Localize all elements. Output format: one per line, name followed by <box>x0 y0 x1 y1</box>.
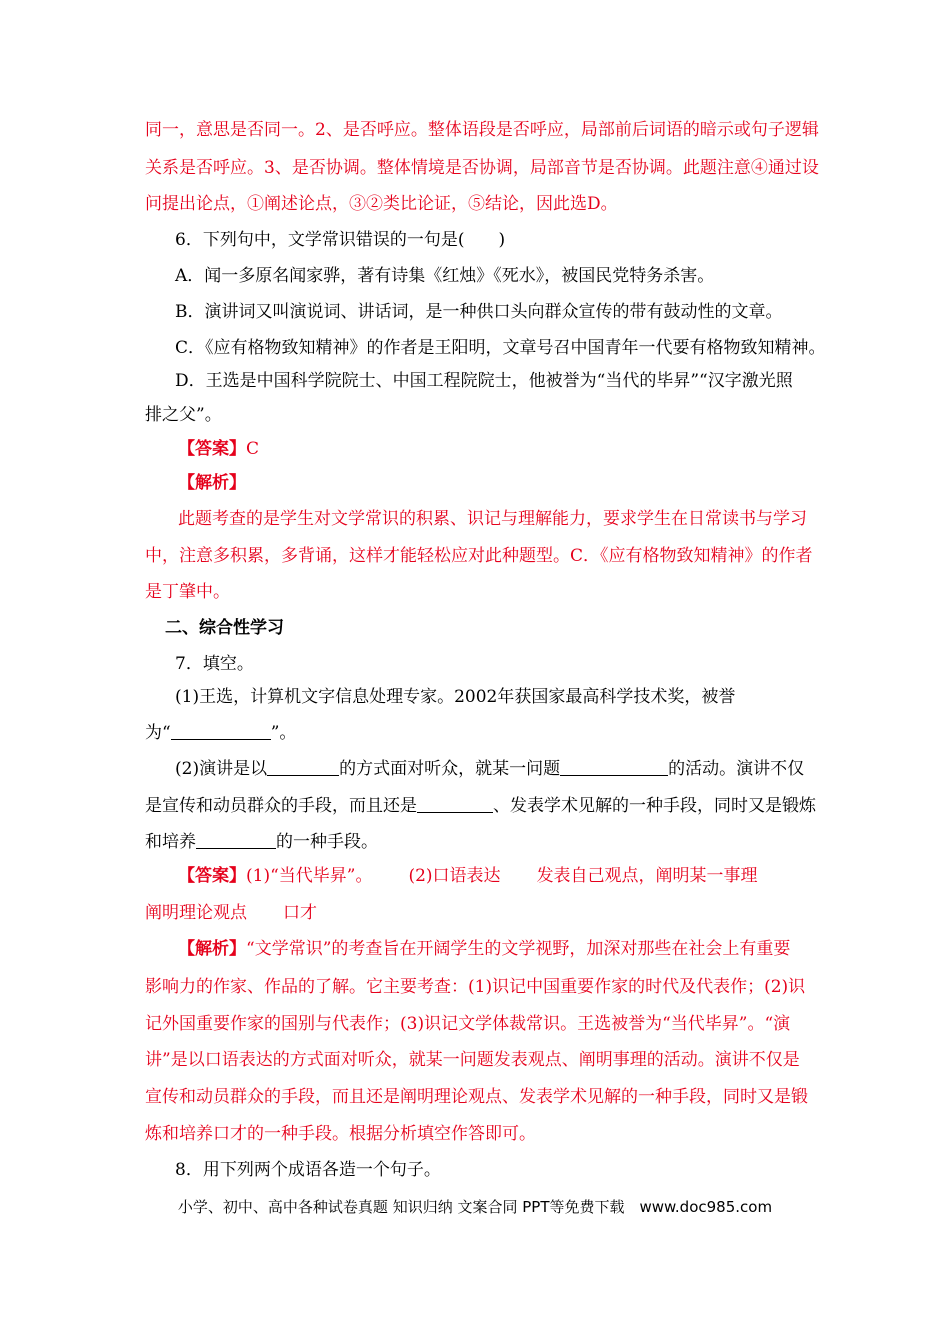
q7-part-2-line-2 <box>145 795 816 817</box>
q7-part-2-text-a: (2)演讲是以 <box>175 759 268 779</box>
q7-analysis-line-4: 讲”是以口语表达的方式面对听众，就某一问题发表观点、阐明事理的活动。演讲不仅是 <box>145 1050 800 1070</box>
q7-analysis-line-5: 宣传和动员群众的手段，而且还是阐明理论观点、发表学术见解的一种手段，同时又是锻 <box>145 1087 808 1107</box>
section-2-title: 二、综合性学习 <box>165 618 284 638</box>
q7-part-2-line-3 <box>145 831 378 853</box>
q7-part-2-text-c: 的活动。演讲不仅 <box>668 759 805 779</box>
intro-line-1: 同一，意思是否同一。2、是否呼应。整体语段是否呼应，局部前后词语的暗示或句子逻辑 <box>145 120 819 140</box>
q6-option-a: A．闻一多原名闻家骅，著有诗集《红烛》《死水》，被国民党特务杀害。 <box>175 266 715 286</box>
q7-answer-2a: (2)口语表达 <box>408 866 501 886</box>
q7-analysis-line-6: 炼和培养口才的一种手段。根据分析填空作答即可。 <box>145 1124 536 1144</box>
q7-part-1-prefix: 为“ <box>145 723 171 743</box>
q6-analysis-line-2: 中，注意多积累，多背诵，这样才能轻松应对此种题型。C．《应有格物致知精神》的作者 <box>145 546 813 566</box>
q7-analysis-line-3: 记外国重要作家的国别与代表作；(3)识记文学体裁常识。王选被誉为“当代毕昇”。“演 <box>145 1014 791 1034</box>
q6-stem: 6．下列句中，文学常识错误的一句是( ) <box>175 230 506 250</box>
q6-analysis-line-1: 此题考查的是学生对文学常识的积累、识记与理解能力，要求学生在日常读书与学习 <box>178 509 807 529</box>
q7-stem: 7．填空。 <box>175 654 254 674</box>
q6-analysis-line-3: 是丁肇中。 <box>145 582 230 602</box>
q7-answer-line-1 <box>178 865 758 887</box>
q6-answer-value: C <box>246 439 260 459</box>
q7-analysis-line-2: 影响力的作家、作品的了解。它主要考查：(1)识记中国重要作家的时代及代表作；(2)识 <box>145 977 806 997</box>
q8-stem: 8．用下列两个成语各造一个句子。 <box>175 1160 441 1180</box>
q7-part-2-text-g: 的一种手段。 <box>276 832 378 852</box>
intro-line-2: 关系是否呼应。3、是否协调。整体情境是否协调，局部音节是否协调。此题注意④通过设 <box>145 158 819 178</box>
q6-option-d-line-2: 排之父”。 <box>145 405 222 425</box>
q6-option-c: C．《应有格物致知精神》的作者是王阳明，文章号召中国青年一代要有格物致知精神。 <box>175 338 826 358</box>
q6-analysis-label: 【解析】 <box>178 473 246 493</box>
q7-answer-1: (1)“当代毕昇”。 <box>246 866 373 886</box>
q7-part-1-line-1: (1)王选，计算机文字信息处理专家。2002年获国家最高科学技术奖，被誉 <box>175 687 736 707</box>
q6-option-d-line-1: D．王选是中国科学院院士、中国工程院院士，他被誉为“当代的毕昇”“汉字激光照 <box>175 371 793 391</box>
q7-analysis-text-1: “文学常识”的考查旨在开阔学生的文学视野，加深对那些在社会上有重要 <box>246 939 791 959</box>
q7-part-2-text-f: 和培养 <box>145 832 196 852</box>
q7-answer-2c: 阐明理论观点 <box>145 903 247 923</box>
q7-blank-2[interactable] <box>267 758 339 776</box>
q7-part-1-line-2 <box>145 722 296 744</box>
q7-answer-line-2 <box>145 902 317 924</box>
q7-answer-2b: 发表自己观点，阐明某一事理 <box>536 866 758 886</box>
q7-answer-2d: 口才 <box>283 903 317 923</box>
q7-analysis-label: 【解析】 <box>178 939 246 959</box>
q7-part-2-text-d: 是宣传和动员群众的手段，而且还是 <box>145 796 417 816</box>
q7-blank-5[interactable] <box>196 831 276 849</box>
q6-option-b: B．演讲词又叫演说词、讲话词，是一种供口头向群众宣传的带有鼓动性的文章。 <box>175 302 783 322</box>
q7-part-2-line-1 <box>175 758 804 780</box>
q7-blank-1[interactable] <box>171 722 271 740</box>
q7-blank-4[interactable] <box>417 795 493 813</box>
q7-answer-label: 【答案】 <box>178 866 246 886</box>
q7-part-2-text-e: 、发表学术见解的一种手段，同时又是锻炼 <box>493 796 816 816</box>
q7-blank-3[interactable] <box>560 758 668 776</box>
footer-text: 小学、初中、高中各种试卷真题 知识归纳 文案合同 PPT等免费下载 www.doc985.com <box>177 1198 773 1216</box>
q7-part-1-suffix: ”。 <box>270 723 297 743</box>
q7-part-2-text-b: 的方式面对听众，就某一问题 <box>339 759 561 779</box>
q7-analysis-line-1 <box>178 938 790 960</box>
q6-answer <box>178 438 259 460</box>
q6-answer-label: 【答案】 <box>178 439 246 459</box>
intro-line-3: 问提出论点，①阐述论点，③②类比论证，⑤结论，因此选D。 <box>145 194 618 214</box>
